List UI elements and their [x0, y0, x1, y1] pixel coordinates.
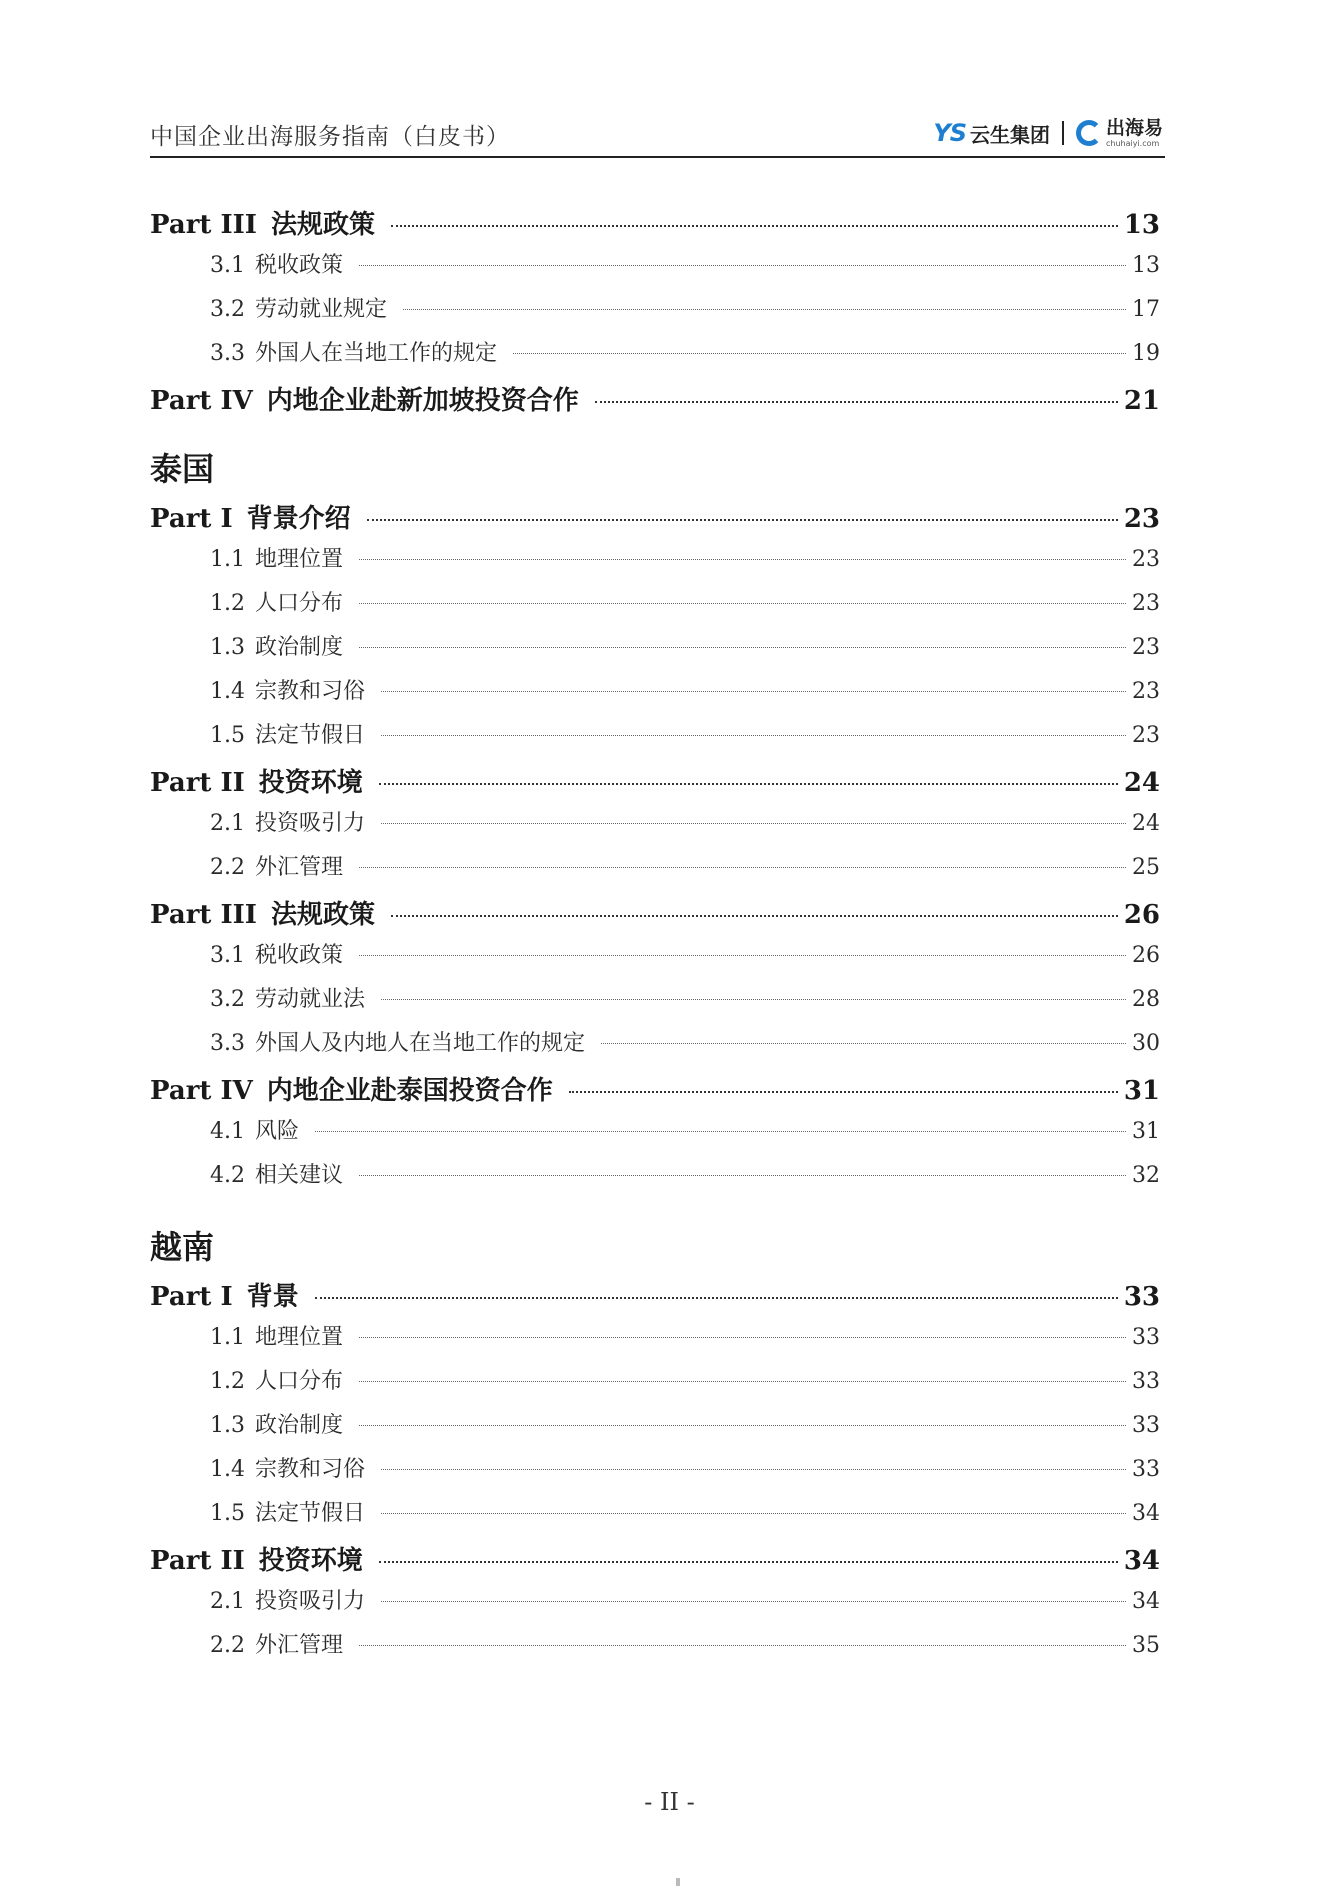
toc-entry-page: 33 — [1123, 1282, 1160, 1312]
toc-entry-label — [210, 1408, 343, 1439]
toc-entry-number: 3.3 — [210, 1031, 245, 1056]
toc-entry-page: 23 — [1132, 635, 1160, 660]
toc-entry-number: 1.3 — [210, 635, 245, 660]
toc-entry-title: 税收政策 — [255, 253, 344, 278]
toc-entry-label — [210, 1320, 343, 1351]
toc-entry-page: 32 — [1132, 1163, 1160, 1188]
toc-entry-label — [210, 718, 365, 749]
page-header — [150, 112, 1165, 158]
toc-dot-leader — [359, 1645, 1126, 1646]
toc-entry-number: 4.2 — [210, 1163, 245, 1188]
toc-dot-leader — [359, 559, 1126, 560]
toc-entry-label — [150, 380, 579, 417]
toc-entry-label — [150, 1276, 299, 1313]
toc-entry-title: 法定节假日 — [255, 1501, 366, 1526]
toc-dot-leader — [391, 915, 1118, 917]
toc-sub-entry[interactable] — [150, 674, 1160, 718]
toc-part-entry[interactable] — [150, 204, 1160, 248]
toc-sub-entry[interactable] — [150, 292, 1160, 336]
toc-sub-entry[interactable] — [150, 1496, 1160, 1540]
toc-part-entry[interactable] — [150, 1276, 1160, 1320]
toc-dot-leader — [367, 519, 1118, 521]
toc-entry-page: 34 — [1132, 1589, 1160, 1614]
toc-entry-page: 23 — [1123, 504, 1160, 534]
toc-entry-number: 1.5 — [210, 723, 245, 748]
toc-entry-title: 宗教和习俗 — [255, 679, 366, 704]
toc-entry-number: 3.1 — [210, 943, 245, 968]
toc-part-entry[interactable] — [150, 894, 1160, 938]
toc-sub-entry[interactable] — [150, 982, 1160, 1026]
toc-entry-number: 2.2 — [210, 1633, 245, 1658]
toc-entry-label — [210, 806, 365, 837]
toc-entry-title: 投资环境 — [258, 1546, 363, 1576]
toc-entry-number: 3.2 — [210, 987, 245, 1012]
toc-entry-number: 1.1 — [210, 547, 245, 572]
toc-dot-leader — [381, 823, 1126, 824]
toc-dot-leader — [381, 735, 1126, 736]
toc-section-singapore-tail — [150, 204, 1160, 424]
toc-entry-label — [210, 850, 343, 881]
toc-entry-page: 31 — [1132, 1119, 1160, 1144]
toc-entry-title: 外国人及内地人在当地工作的规定 — [255, 1031, 586, 1056]
toc-entry-number: Part III — [150, 900, 257, 930]
toc-entry-number: Part I — [150, 504, 233, 534]
toc-dot-leader — [391, 225, 1118, 227]
toc-entry-title: 投资环境 — [258, 768, 363, 798]
toc-entry-number: 1.5 — [210, 1501, 245, 1526]
toc-sub-entry[interactable] — [150, 1158, 1160, 1202]
toc-dot-leader — [359, 1175, 1126, 1176]
toc-entry-title: 税收政策 — [255, 943, 344, 968]
toc-entry-label — [210, 1114, 299, 1145]
toc-dot-leader — [359, 867, 1126, 868]
toc-entry-page: 33 — [1132, 1413, 1160, 1438]
toc-dot-leader — [359, 603, 1126, 604]
toc-entry-title: 背景 — [246, 1282, 299, 1312]
toc-entry-title: 劳动就业法 — [255, 987, 366, 1012]
toc-entry-label — [210, 248, 343, 279]
toc-entry-number: Part I — [150, 1282, 233, 1312]
toc-entry-title: 内地企业赴泰国投资合作 — [266, 1076, 553, 1106]
toc-entry-title: 宗教和习俗 — [255, 1457, 366, 1482]
toc-sub-entry[interactable] — [150, 336, 1160, 380]
toc-entry-label — [150, 1540, 363, 1577]
toc-sub-entry[interactable] — [150, 630, 1160, 674]
toc-dot-leader — [359, 265, 1126, 266]
toc-entry-label — [150, 1070, 553, 1107]
toc-entry-title: 投资吸引力 — [255, 811, 366, 836]
toc-sub-entry[interactable] — [150, 1452, 1160, 1496]
toc-dot-leader — [513, 353, 1126, 354]
toc-sub-entry[interactable] — [150, 1364, 1160, 1408]
toc-entry-label — [210, 1452, 365, 1483]
toc-entry-page: 35 — [1132, 1633, 1160, 1658]
toc-entry-number: 3.3 — [210, 341, 245, 366]
toc-entry-page: 26 — [1132, 943, 1160, 968]
toc-dot-leader — [381, 999, 1126, 1000]
toc-dot-leader — [359, 1337, 1126, 1338]
toc-entry-title: 相关建议 — [255, 1163, 344, 1188]
toc-sub-entry[interactable] — [150, 1408, 1160, 1452]
toc-part-entry[interactable] — [150, 1070, 1160, 1114]
toc-entry-page: 13 — [1132, 253, 1160, 278]
toc-dot-leader — [569, 1091, 1118, 1093]
toc-entry-label — [210, 938, 343, 969]
toc-entry-label — [210, 630, 343, 661]
toc-entry-label — [210, 1496, 365, 1527]
toc-entry-title: 地理位置 — [255, 1325, 344, 1350]
toc-entry-number: Part II — [150, 1546, 245, 1576]
toc-dot-leader — [379, 1561, 1118, 1563]
toc-entry-label — [210, 586, 343, 617]
page-edge-mark — [676, 1878, 680, 1886]
toc-dot-leader — [359, 1381, 1126, 1382]
toc-entry-label — [210, 1026, 585, 1057]
chuhaiyi-logo-text — [1105, 116, 1163, 148]
toc-part-entry[interactable] — [150, 762, 1160, 806]
toc-section-thailand — [150, 498, 1160, 1202]
toc-dot-leader — [359, 1425, 1126, 1426]
toc-dot-leader — [601, 1043, 1126, 1044]
toc-sub-entry[interactable] — [150, 1584, 1160, 1628]
page-number: - II - — [644, 1788, 695, 1816]
toc-entry-number: 3.2 — [210, 297, 245, 322]
toc-dot-leader — [381, 1469, 1126, 1470]
toc-entry-number: 2.1 — [210, 1589, 245, 1614]
toc-entry-number: Part II — [150, 768, 245, 798]
toc-entry-number: 1.2 — [210, 1369, 245, 1394]
toc-entry-page: 23 — [1132, 547, 1160, 572]
toc-dot-leader — [381, 691, 1126, 692]
document-title: 中国企业出海服务指南（白皮书） — [150, 124, 510, 150]
chuhaiyi-logo-name: 出海易 — [1105, 116, 1163, 139]
toc-entry-number: 2.1 — [210, 811, 245, 836]
toc-entry-page: 21 — [1123, 386, 1160, 416]
toc-entry-page: 31 — [1123, 1076, 1160, 1106]
toc-entry-number: 2.2 — [210, 855, 245, 880]
toc-part-entry[interactable] — [150, 498, 1160, 542]
toc-entry-label — [210, 1364, 343, 1395]
toc-sub-entry[interactable] — [150, 806, 1160, 850]
toc-entry-page: 23 — [1132, 679, 1160, 704]
toc-sub-entry[interactable] — [150, 248, 1160, 292]
toc-entry-number: 1.3 — [210, 1413, 245, 1438]
toc-entry-title: 地理位置 — [255, 547, 344, 572]
toc-entry-label — [150, 204, 375, 241]
toc-entry-page: 19 — [1132, 341, 1160, 366]
toc-entry-page: 30 — [1132, 1031, 1160, 1056]
toc-entry-page: 25 — [1132, 855, 1160, 880]
toc-entry-page: 23 — [1132, 591, 1160, 616]
toc-entry-title: 政治制度 — [255, 1413, 344, 1438]
toc-entry-label — [210, 1584, 365, 1615]
logo-divider — [1062, 121, 1064, 145]
toc-entry-title: 法定节假日 — [255, 723, 366, 748]
toc-entry-label — [210, 542, 343, 573]
toc-entry-page: 24 — [1132, 811, 1160, 836]
toc-sub-entry[interactable] — [150, 1026, 1160, 1070]
toc-entry-title: 外汇管理 — [255, 1633, 344, 1658]
toc-entry-page: 33 — [1132, 1325, 1160, 1350]
toc-entry-page: 13 — [1123, 210, 1160, 240]
toc-entry-title: 外汇管理 — [255, 855, 344, 880]
toc-entry-page: 23 — [1132, 723, 1160, 748]
toc-part-entry[interactable] — [150, 380, 1160, 424]
toc-sub-entry[interactable] — [150, 938, 1160, 982]
toc-dot-leader — [403, 309, 1126, 310]
toc-sub-entry[interactable] — [150, 1114, 1160, 1158]
toc-entry-number: Part IV — [150, 386, 253, 416]
toc-country-heading-vietnam: 越南 — [150, 1228, 215, 1266]
toc-entry-label — [210, 1158, 343, 1189]
toc-entry-title: 人口分布 — [255, 591, 344, 616]
toc-entry-label — [150, 762, 363, 799]
toc-entry-title: 风险 — [255, 1119, 300, 1144]
toc-entry-label — [150, 498, 351, 535]
chuhaiyi-logo-icon — [1076, 120, 1102, 146]
toc-entry-number: 1.2 — [210, 591, 245, 616]
toc-entry-label — [210, 674, 365, 705]
toc-sub-entry[interactable] — [150, 1320, 1160, 1364]
toc-entry-title: 背景介绍 — [246, 504, 351, 534]
toc-dot-leader — [359, 647, 1126, 648]
toc-entry-page: 17 — [1132, 297, 1160, 322]
header-logos — [933, 114, 1163, 152]
toc-entry-page: 34 — [1123, 1546, 1160, 1576]
toc-entry-label — [210, 292, 387, 323]
toc-entry-label — [150, 894, 375, 931]
toc-entry-label — [210, 982, 365, 1013]
toc-entry-number: Part IV — [150, 1076, 253, 1106]
toc-dot-leader — [381, 1513, 1126, 1514]
toc-entry-page: 33 — [1132, 1369, 1160, 1394]
ys-logo-mark: YS — [933, 119, 966, 147]
toc-entry-title: 外国人在当地工作的规定 — [255, 341, 498, 366]
toc-entry-title: 劳动就业规定 — [255, 297, 388, 322]
toc-sub-entry[interactable] — [150, 1628, 1160, 1672]
toc-entry-label — [210, 1628, 343, 1659]
toc-entry-number: 1.4 — [210, 679, 245, 704]
toc-entry-title: 法规政策 — [270, 900, 375, 930]
toc-entry-title: 政治制度 — [255, 635, 344, 660]
toc-dot-leader — [381, 1601, 1126, 1602]
toc-entry-page: 24 — [1123, 768, 1160, 798]
chuhaiyi-logo-url: chuhaiyi.com — [1105, 138, 1160, 148]
toc-entry-number: Part III — [150, 210, 257, 240]
toc-entry-page: 28 — [1132, 987, 1160, 1012]
toc-entry-title: 内地企业赴新加坡投资合作 — [266, 386, 579, 416]
toc-dot-leader — [595, 401, 1118, 403]
toc-entry-title: 法规政策 — [270, 210, 375, 240]
toc-dot-leader — [359, 955, 1126, 956]
toc-entry-label — [210, 336, 497, 367]
toc-sub-entry[interactable] — [150, 718, 1160, 762]
toc-section-vietnam — [150, 1276, 1160, 1672]
ys-logo-text: 云生集团 — [969, 122, 1050, 147]
toc-dot-leader — [315, 1297, 1118, 1299]
toc-entry-page: 33 — [1132, 1457, 1160, 1482]
toc-part-entry[interactable] — [150, 1540, 1160, 1584]
toc-entry-number: 3.1 — [210, 253, 245, 278]
table-of-contents — [150, 204, 1160, 1672]
toc-dot-leader — [379, 783, 1118, 785]
toc-entry-number: 1.4 — [210, 1457, 245, 1482]
toc-country-heading-thailand: 泰国 — [150, 450, 215, 488]
toc-entry-title: 投资吸引力 — [255, 1589, 366, 1614]
toc-entry-title: 人口分布 — [255, 1369, 344, 1394]
toc-sub-entry[interactable] — [150, 586, 1160, 630]
toc-entry-number: 1.1 — [210, 1325, 245, 1350]
toc-sub-entry[interactable] — [150, 542, 1160, 586]
toc-entry-number: 4.1 — [210, 1119, 245, 1144]
toc-entry-page: 34 — [1132, 1501, 1160, 1526]
toc-sub-entry[interactable] — [150, 850, 1160, 894]
toc-dot-leader — [315, 1131, 1126, 1132]
toc-entry-page: 26 — [1123, 900, 1160, 930]
